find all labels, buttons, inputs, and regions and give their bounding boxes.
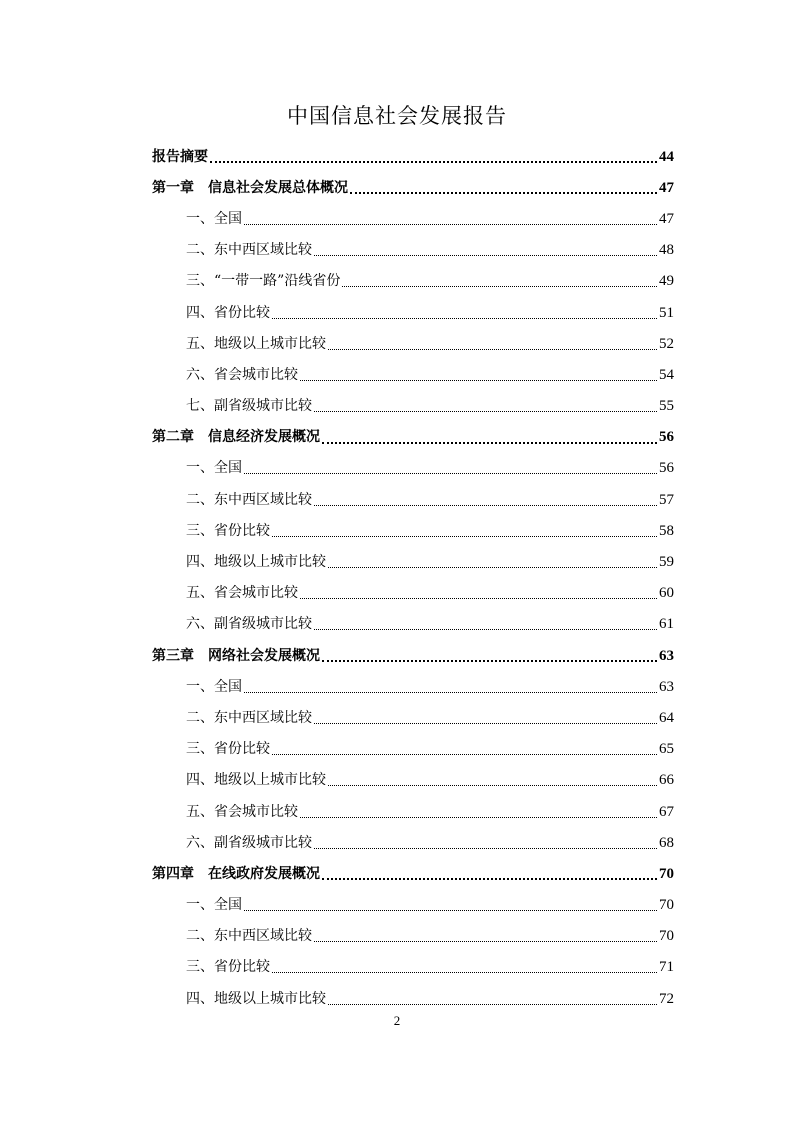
toc-entry-label: 省份比较 <box>214 741 270 758</box>
dot-leader <box>244 909 657 911</box>
toc-entry-label: 信息经济发展概况 <box>208 429 320 446</box>
toc-entry-page: 66 <box>659 772 674 789</box>
toc-entry-number: 第一章 <box>152 179 208 196</box>
toc-entry-label: 全国 <box>214 678 242 695</box>
toc-entry-label: 地级以上城市比较 <box>214 554 326 571</box>
toc-entry-number: 六、 <box>186 834 214 851</box>
toc-entry-label: 副省级城市比较 <box>214 834 312 851</box>
document-title: 中国信息社会发展报告 <box>287 104 507 128</box>
dot-leader <box>350 191 657 194</box>
toc-entry-page: 56 <box>659 429 674 446</box>
toc-entry-number: 一、 <box>186 678 214 695</box>
toc-entry-label: 报告摘要 <box>152 148 208 165</box>
toc-entry-page: 63 <box>659 647 674 664</box>
toc-entry-page: 65 <box>659 741 674 758</box>
toc-section-entry[interactable] <box>152 983 674 1014</box>
toc-entry-number: 第二章 <box>152 429 208 446</box>
toc-entry-number: 五、 <box>186 335 214 352</box>
dot-leader <box>272 535 657 537</box>
toc-section-entry[interactable] <box>152 578 674 609</box>
toc-entry-page: 49 <box>659 273 674 290</box>
toc-entry-label: 全国 <box>214 210 242 227</box>
toc-section-entry[interactable] <box>152 734 674 765</box>
toc-entry-page: 61 <box>659 616 674 633</box>
dot-leader <box>322 441 657 444</box>
toc-entry-page: 47 <box>659 179 674 196</box>
toc-section-entry[interactable] <box>152 297 674 328</box>
toc-entry-page: 52 <box>659 335 674 352</box>
dot-leader <box>314 504 657 506</box>
toc-entry-page: 59 <box>659 554 674 571</box>
toc-entry-page: 70 <box>659 928 674 945</box>
toc-section-entry[interactable] <box>152 484 674 515</box>
toc-section-entry[interactable] <box>152 453 674 484</box>
toc-entry-number: 二、 <box>186 491 214 508</box>
toc-section-entry[interactable] <box>152 609 674 640</box>
toc-entry-label: “一带一路”沿线省份 <box>214 273 341 290</box>
dot-leader <box>300 597 657 599</box>
dot-leader <box>272 317 657 319</box>
toc-entry-number: 五、 <box>186 803 214 820</box>
toc-entry-label: 东中西区域比较 <box>214 491 312 508</box>
dot-leader <box>314 722 657 724</box>
dot-leader <box>244 472 657 474</box>
toc-entry-label: 省份比较 <box>214 304 270 321</box>
toc-section-entry[interactable] <box>152 702 674 733</box>
toc-section-entry[interactable] <box>152 765 674 796</box>
toc-entry-page: 70 <box>659 897 674 914</box>
toc-entry-number: 第四章 <box>152 865 208 882</box>
toc-entry-label: 东中西区域比较 <box>214 242 312 259</box>
toc-chapter-entry[interactable] <box>152 858 674 889</box>
dot-leader <box>300 816 657 818</box>
toc-entry-page: 58 <box>659 522 674 539</box>
toc-entry-page: 60 <box>659 585 674 602</box>
toc-entry-page: 56 <box>659 460 674 477</box>
toc-entry-label: 省会城市比较 <box>214 585 298 602</box>
toc-section-entry[interactable] <box>152 266 674 297</box>
toc-entry-number: 四、 <box>186 554 214 571</box>
toc-chapter-entry[interactable] <box>152 640 674 671</box>
dot-leader <box>300 379 657 381</box>
toc-entry-page: 68 <box>659 834 674 851</box>
toc-entry-number: 二、 <box>186 242 214 259</box>
toc-entry-number: 四、 <box>186 990 214 1007</box>
toc-entry-page: 51 <box>659 304 674 321</box>
dot-leader <box>314 628 657 630</box>
toc-entry-number: 二、 <box>186 928 214 945</box>
dot-leader <box>328 348 657 350</box>
toc-entry-page: 67 <box>659 803 674 820</box>
toc-entry-page: 48 <box>659 242 674 259</box>
toc-entry-number: 一、 <box>186 210 214 227</box>
toc-section-entry[interactable] <box>152 203 674 234</box>
page-number: 2 <box>393 1013 401 1028</box>
toc-entry-label: 省会城市比较 <box>214 803 298 820</box>
toc-section-entry[interactable] <box>152 235 674 266</box>
dot-leader <box>244 223 657 225</box>
toc-entry-label: 省份比较 <box>214 522 270 539</box>
toc-entry-page: 47 <box>659 210 674 227</box>
dot-leader <box>328 1003 657 1005</box>
table-of-contents <box>152 141 674 1014</box>
toc-chapter-entry[interactable] <box>152 172 674 203</box>
toc-entry-number: 六、 <box>186 616 214 633</box>
dot-leader <box>322 877 657 880</box>
dot-leader <box>314 410 657 412</box>
toc-chapter-entry[interactable] <box>152 141 674 172</box>
toc-entry-number: 四、 <box>186 772 214 789</box>
toc-section-entry[interactable] <box>152 827 674 858</box>
toc-entry-page: 57 <box>659 491 674 508</box>
dot-leader <box>210 160 657 163</box>
dot-leader <box>322 659 657 662</box>
toc-entry-number: 三、 <box>186 273 214 290</box>
toc-section-entry[interactable] <box>152 671 674 702</box>
toc-section-entry[interactable] <box>152 952 674 983</box>
dot-leader <box>342 285 657 287</box>
toc-entry-label: 东中西区域比较 <box>214 709 312 726</box>
toc-entry-label: 东中西区域比较 <box>214 928 312 945</box>
dot-leader <box>272 753 657 755</box>
toc-entry-page: 44 <box>659 148 674 165</box>
toc-entry-number: 七、 <box>186 398 214 415</box>
toc-section-entry[interactable] <box>152 890 674 921</box>
toc-entry-label: 在线政府发展概况 <box>208 865 320 882</box>
dot-leader <box>272 971 657 973</box>
toc-entry-label: 信息社会发展总体概况 <box>208 179 348 196</box>
toc-entry-number: 三、 <box>186 522 214 539</box>
toc-entry-number: 六、 <box>186 366 214 383</box>
toc-entry-number: 一、 <box>186 460 214 477</box>
toc-entry-number: 四、 <box>186 304 214 321</box>
dot-leader <box>328 566 657 568</box>
toc-entry-page: 70 <box>659 865 674 882</box>
toc-entry-number: 三、 <box>186 741 214 758</box>
toc-entry-label: 全国 <box>214 897 242 914</box>
toc-section-entry[interactable] <box>152 546 674 577</box>
toc-entry-page: 71 <box>659 959 674 976</box>
toc-entry-page: 64 <box>659 709 674 726</box>
toc-section-entry[interactable] <box>152 796 674 827</box>
toc-entry-page: 63 <box>659 678 674 695</box>
toc-entry-number: 第三章 <box>152 647 208 664</box>
dot-leader <box>244 691 657 693</box>
toc-entry-page: 54 <box>659 366 674 383</box>
toc-entry-number: 三、 <box>186 959 214 976</box>
dot-leader <box>314 847 657 849</box>
toc-entry-label: 全国 <box>214 460 242 477</box>
toc-section-entry[interactable] <box>152 359 674 390</box>
toc-entry-label: 地级以上城市比较 <box>214 772 326 789</box>
toc-entry-page: 55 <box>659 398 674 415</box>
toc-entry-number: 二、 <box>186 709 214 726</box>
toc-section-entry[interactable] <box>152 391 674 422</box>
toc-entry-label: 地级以上城市比较 <box>214 335 326 352</box>
dot-leader <box>328 784 657 786</box>
toc-section-entry[interactable] <box>152 921 674 952</box>
toc-section-entry[interactable] <box>152 515 674 546</box>
toc-chapter-entry[interactable] <box>152 422 674 453</box>
toc-entry-number: 五、 <box>186 585 214 602</box>
toc-entry-label: 网络社会发展概况 <box>208 647 320 664</box>
toc-entry-number: 一、 <box>186 897 214 914</box>
toc-entry-label: 副省级城市比较 <box>214 616 312 633</box>
toc-entry-label: 省份比较 <box>214 959 270 976</box>
toc-section-entry[interactable] <box>152 328 674 359</box>
toc-entry-page: 72 <box>659 990 674 1007</box>
dot-leader <box>314 940 657 942</box>
toc-entry-label: 地级以上城市比较 <box>214 990 326 1007</box>
dot-leader <box>314 254 657 256</box>
toc-entry-label: 副省级城市比较 <box>214 398 312 415</box>
toc-entry-label: 省会城市比较 <box>214 366 298 383</box>
